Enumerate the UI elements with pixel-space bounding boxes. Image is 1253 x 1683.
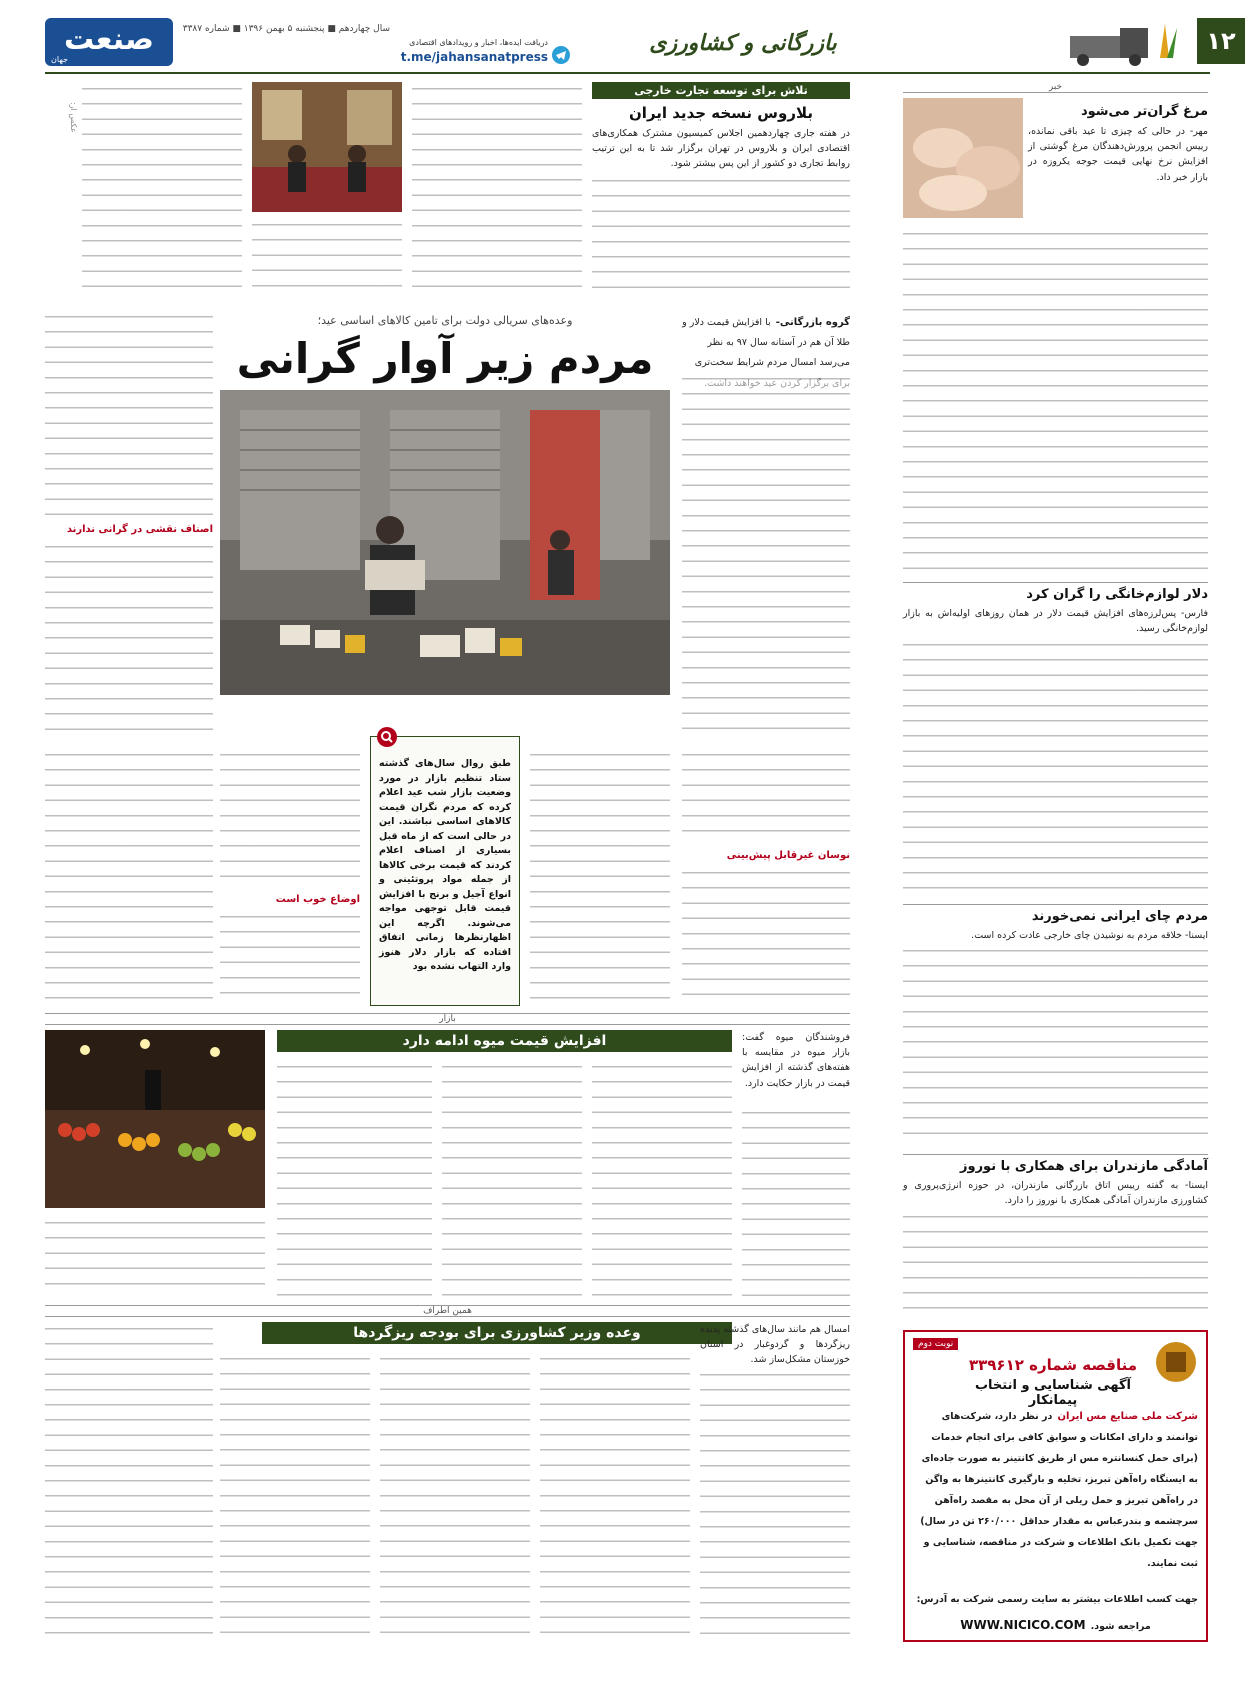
main-subhead-2: اوضاع خوب است [275, 894, 360, 905]
ad-title: مناقصه شماره ۳۳۹۶۱۲ [968, 1356, 1138, 1374]
pullquote-box [370, 736, 520, 1006]
right-story-1-headline: مرغ گران‌تر می‌شود [1080, 104, 1208, 119]
fruit-lead: فروشندگان میوه گفت: بازار میوه در مقایسه با هفته‌های گذشته از افزایش قیمت در بازار حکایت دارد. [742, 1032, 850, 1089]
meeting-photo [252, 82, 402, 212]
main-subhead-3: اصناف نقشی در گرانی ندارند [66, 524, 213, 535]
ad-company: شرکت ملی صنایع مس ایران [1057, 1411, 1198, 1422]
right-news-column [903, 82, 1208, 1322]
telegram-icon [552, 46, 570, 64]
tender-ad [903, 1330, 1208, 1642]
main-story-lower [45, 748, 850, 1008]
main-intro-bold: گروه بازرگانی- [775, 317, 850, 328]
ad-footer: جهت کسب اطلاعات بیشتر به سایت رسمی شرکت به آدرس: [916, 1594, 1198, 1605]
section-title: بازرگانی و کشاورزی [649, 30, 837, 56]
company-logo-icon [1154, 1340, 1198, 1384]
telegram-block[interactable] [395, 38, 570, 68]
fruit-headline: افزایش قیمت میوه ادامه دارد [277, 1030, 732, 1052]
main-intro: با افزایش قیمت دلار و طلا آن هم در آستانه سال ۹۷ به نظر می‌رسد امسال مردم شرایط سخت‌تری [682, 317, 850, 369]
ad-footer-end: مراجعه شود. [1090, 1621, 1151, 1632]
bottom-story [45, 1322, 850, 1642]
right-story-1-text: مهر- در حالی که چیزی تا عید باقی نمانده، رییس انجمن پرورش‌دهندگان مرغ گوشتی از افزایش نرخ نهایی قیمت جوجه یکروزه در بازار خبر داد. [1028, 126, 1208, 183]
masthead [0, 0, 1253, 78]
fruit-market-photo [45, 1030, 265, 1208]
issue-info: سال چهاردهم ■ پنجشنبه ۵ بهمن ۱۳۹۶ ■ شماره ۳۳۸۷ [182, 24, 390, 34]
top-story-kicker: تلاش برای توسعه تجارت خارجی [592, 82, 850, 99]
ad-url[interactable]: WWW.NICICO.COM [960, 1618, 1086, 1632]
bottom-headline: وعده وزیر کشاورزی برای بودجه ریزگردها [262, 1322, 732, 1344]
main-street-photo [220, 390, 670, 695]
top-story-lead: در هفته جاری چهاردهمین اجلاس کمیسیون مشترک همکاری‌های اقتصادی ایران و بلاروس در تهران برگزار شد تا به این ترتیب روابط تجاری دو کشور از این پس بیشتر شود. [592, 128, 850, 170]
main-subhead-1: نوسان غیرقابل پیش‌بینی [726, 850, 850, 861]
ad-body: در نظر دارد، شرکت‌های توانمند و دارای امکانات و سوابق کافی برای انجام خدمات (برای حمل کنسانتره مس از طریق کانتینر به صورت جاده‌ای به ایستگاه راه‌آهن تبریز، تخلیه و بارگیری کانتینرها به واگن در راه‌آهن تبریز و حمل ریلی از آن محل به مقصد راه‌آهن سرچشمه و بندرعباس به مقدار حداقل ۲۶۰/۰۰۰ تن در سال) جهت تکمیل بانک اطلاعات و شرکت در مناقصه، شناسایی و ثبت نمایند. [920, 1411, 1198, 1569]
right-story-2-headline: دلار لوازم‌خانگی را گران کرد [903, 582, 1208, 602]
right-story-3-headline: مردم چای ایرانی نمی‌خورند [903, 904, 1208, 924]
bottom-section-label: همین اطراف [45, 1305, 850, 1317]
fruit-story [45, 1030, 850, 1300]
ad-subtitle: آگهی شناسایی و انتخاب پیمانکار [974, 1378, 1132, 1408]
telegram-link[interactable]: t.me/jahansanatpress [400, 50, 548, 64]
logo-sub: جهان [51, 55, 68, 64]
main-kicker: وعده‌های سریالی دولت برای تامین کالاهای اساسی عید؛ [317, 314, 573, 327]
main-headline: مردم زیر آوار گرانی [236, 334, 654, 383]
newspaper-logo [45, 18, 173, 66]
photo-credit: عکس از: [69, 102, 78, 133]
tractor-crop-icon [1065, 18, 1185, 66]
news-label: خبر [903, 82, 1208, 93]
main-story [45, 310, 850, 745]
top-story-headline: بلاروس نسخه جدید ایران [629, 104, 813, 122]
market-section-label: بازار [45, 1013, 850, 1025]
top-story [60, 82, 850, 302]
right-story-4-text: ایسنا- به گفته رییس اتاق بازرگانی مازندران، در حوزه انرژی‌پروری و کشاورزی مازندران آمادگی همکاری با نوروز را دارد. [903, 1180, 1208, 1207]
logo-text: صنعت [64, 22, 154, 57]
page-number: ۱۲ [1197, 18, 1245, 64]
right-story-2-text: فارس- پس‌لرزه‌های افزایش قیمت دلار در همان روزهای اولیه‌اش به بازار لوازم‌خانگی رسید. [903, 608, 1208, 635]
telegram-label: دریافت ایده‌ها، اخبار و رویدادهای اقتصادی [409, 38, 548, 47]
right-story-3-text: ایسنا- خلاقه مردم به نوشیدن چای خارجی عادت کرده است. [971, 930, 1208, 941]
right-story-4-headline: آمادگی مازندران برای همکاری با نوروز [903, 1154, 1208, 1174]
ad-badge: نوبت دوم [913, 1338, 958, 1350]
bottom-lead: امسال هم مانند سال‌های گذشته پدیده ریزگردها و گردوغبار در استان خوزستان مشکل‌ساز شد. [700, 1324, 850, 1366]
chicken-photo [903, 98, 1023, 218]
pullquote-text: طبق روال سال‌های گذشته ستاد تنظیم بازار در مورد وضعیت بازار شب عید اعلام کرده که مردم نگران قیمت کالاهای اساسی نباشند. این در حالی است که از ماه قبل بسیاری از اصناف اعلام کردند که قیمت برخی کالاها از جمله مواد پروتئینی و انواع آجیل و برنج با افزایش قیمت قابل توجهی مواجه می‌شوند. اگرچه این اظهارنظرها زمانی اتفاق افتاده که بازار دلار هنوز وارد التهاب نشده بود [379, 758, 511, 972]
search-icon [377, 727, 397, 747]
